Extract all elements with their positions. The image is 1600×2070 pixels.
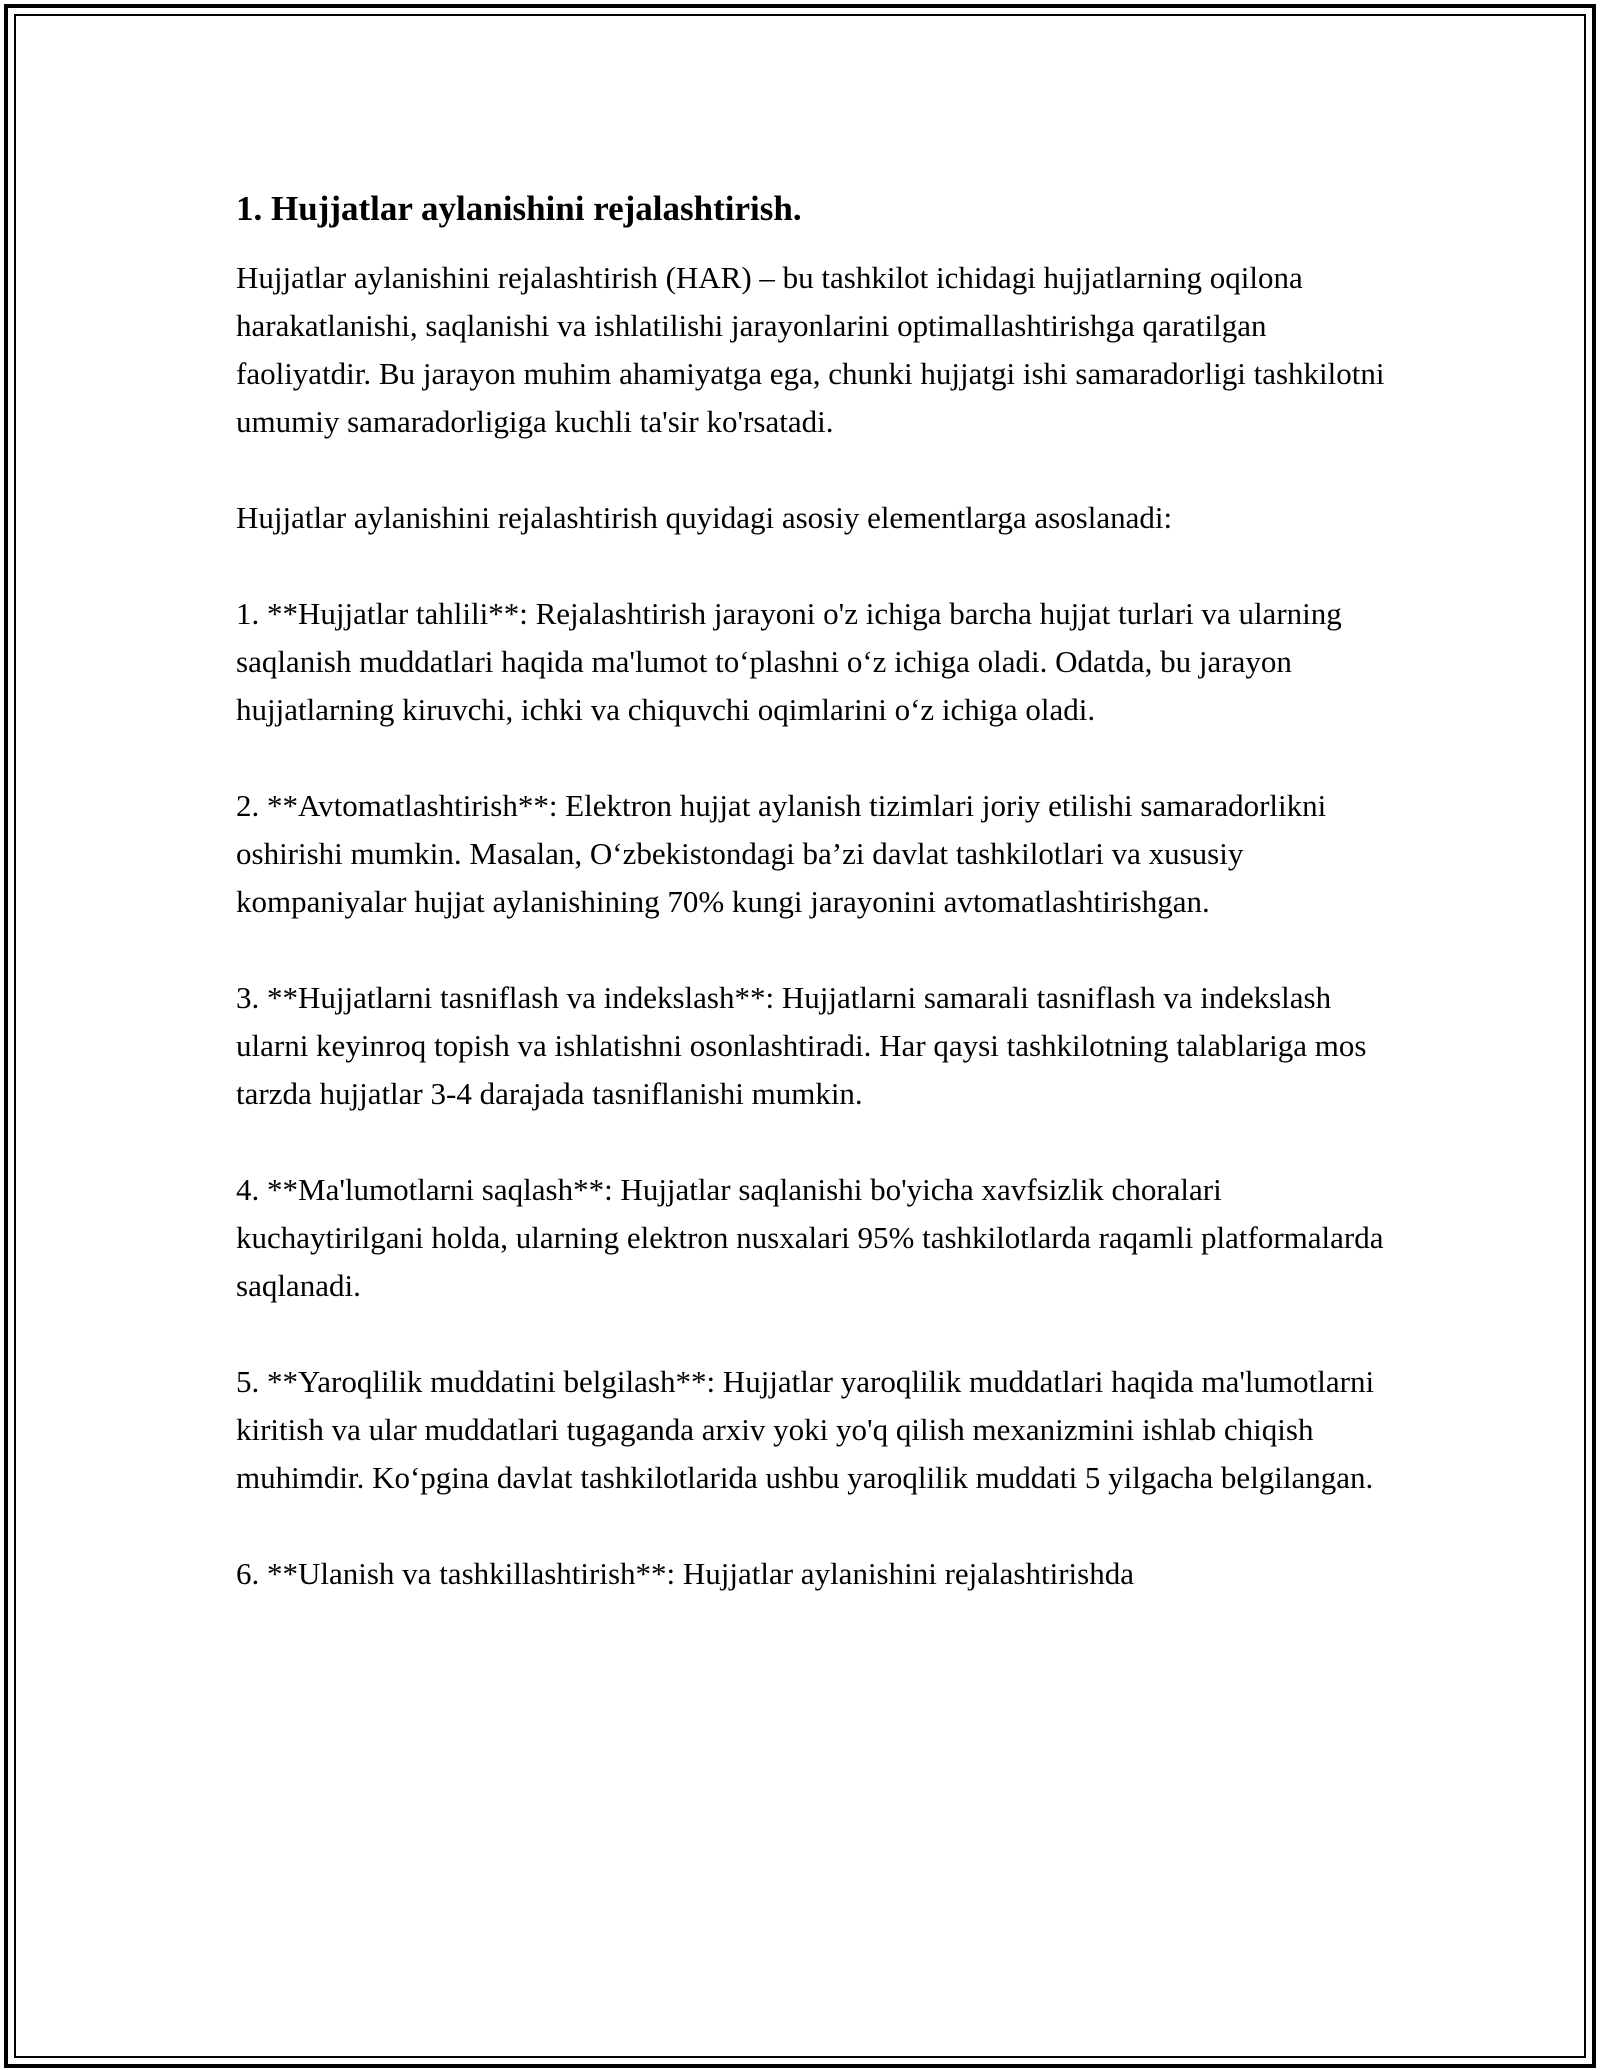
list-item-connection: 6. **Ulanish va tashkillashtirish**: Hujjatlar aylanishini rejalashtirishda xyxy=(236,1556,1134,1591)
document-body xyxy=(236,186,1386,1646)
list-item-automation: 2. **Avtomatlashtirish**: Elektron hujjat aylanish tizimlari joriy etilishi samaradorlikni oshirishi mumkin. Masalan, O‘zbekistondagi ba’zi davlat tashkilotlari va xususiy kompaniyalar hujjat aylanishining 70% kungi jarayonini avtomatlashtirishgan. xyxy=(236,788,1327,919)
elements-intro-paragraph: Hujjatlar aylanishini rejalashtirish quyidagi asosiy elementlarga asoslanadi: xyxy=(236,500,1173,535)
list-item-data-storage: 4. **Ma'lumotlarni saqlash**: Hujjatlar saqlanishi bo'yicha xavfsizlik choralari kuchaytirilgani holda, ularning elektron nusxalari 95% tashkilotlarda raqamli platformalarda saqlanadi. xyxy=(236,1172,1384,1303)
page-title: 1. Hujjatlar aylanishini rejalashtirish. xyxy=(236,189,802,228)
list-item-validity-period: 5. **Yaroqlilik muddatini belgilash**: Hujjatlar yaroqlilik muddatlari haqida ma'lumotlarni kiritish va ular muddatlari tugaganda arxiv yoki yo'q qilish mexanizmini ishlab chiqish muhimdir. Ko‘pgina davlat tashkilotlarida ushbu yaroqlilik muddati 5 yilgacha belgilangan. xyxy=(236,1364,1375,1495)
list-item-document-analysis: 1. **Hujjatlar tahlili**: Rejalashtirish jarayoni o'z ichiga barcha hujjat turlari va ularning saqlanish muddatlari haqida ma'lumot to‘plashni o‘z ichiga oladi. Odatda, bu jarayon hujjatlarning kiruvchi, ichki va chiquvchi oqimlarini o‘z ichiga oladi. xyxy=(236,596,1342,727)
list-item-classification: 3. **Hujjatlarni tasniflash va indekslash**: Hujjatlarni samarali tasniflash va indekslash ularni keyinroq topish va ishlatishni osonlashtiradi. Har qaysi tashkilotning talablariga mos tarzda hujjatlar 3-4 darajada tasniflanishi mumkin. xyxy=(236,980,1367,1111)
intro-paragraph: Hujjatlar aylanishini rejalashtirish (HAR) – bu tashkilot ichidagi hujjatlarning oqilona harakatlanishi, saqlanishi va ishlatilishi jarayonlarini optimallashtirishga qaratilgan faoliyatdir. Bu jarayon muhim ahamiyatga ega, chunki hujjatgi ishi samaradorligi tashkilotni umumiy samaradorligiga kuchli ta'sir ko'rsatadi. xyxy=(236,260,1385,439)
